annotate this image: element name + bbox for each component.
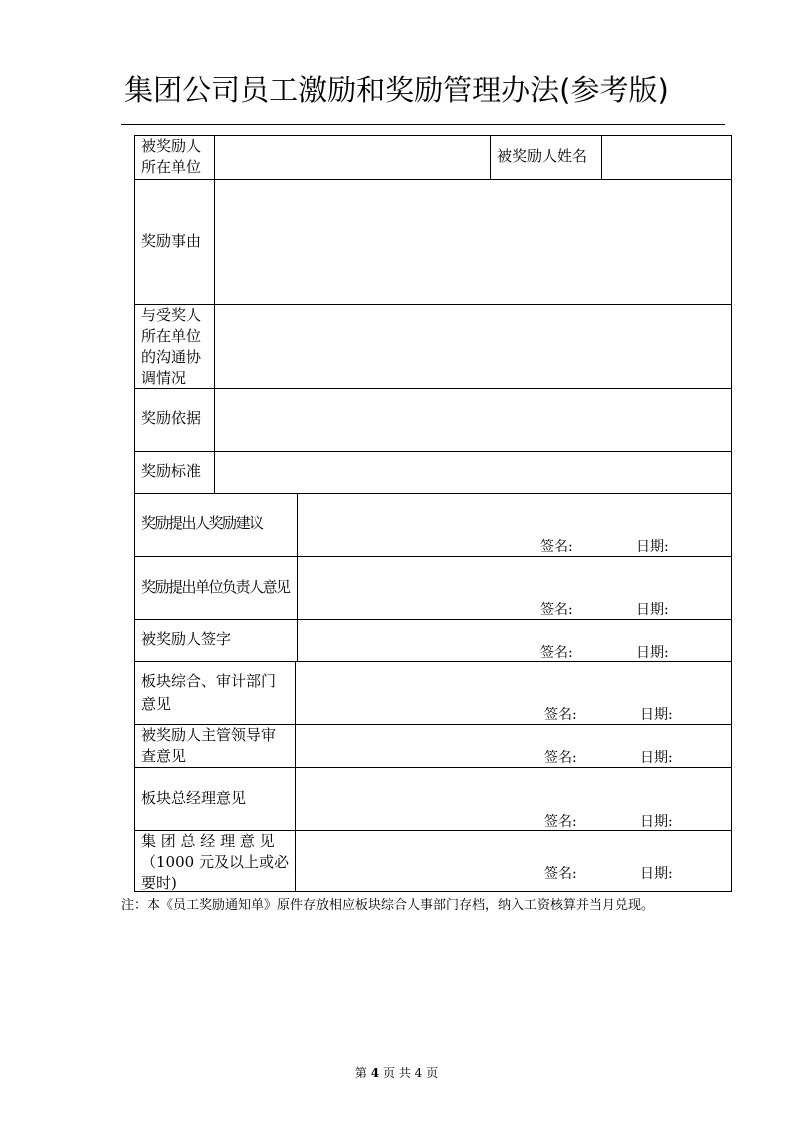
label-recipient-unit: 被奖励人 所在单位 (141, 137, 202, 176)
label-recipient-name: 被奖励人姓名 (497, 147, 588, 165)
label-basis: 奖励依据 (141, 409, 202, 427)
label-group-gm-opinion: 集 团 总 经 理 意 见 （1000 元及以上或必 要时) (141, 832, 289, 892)
row-proposer-suggestion (135, 493, 731, 556)
label-reason: 奖励事由 (141, 232, 202, 250)
recipient-unit-field[interactable] (215, 136, 490, 178)
header-rule (121, 124, 725, 125)
sign-label: 签名: (540, 602, 573, 618)
label-coordination: 与受奖人 所在单位 的沟通协 调情况 (141, 306, 202, 387)
coordination-field[interactable] (215, 305, 731, 388)
row-group-gm-opinion (135, 830, 731, 892)
row-audit-opinion (135, 661, 731, 724)
row-supervisor-opinion (135, 724, 731, 767)
sign-label: 签名: (544, 750, 577, 766)
recipient-name-field[interactable] (602, 136, 731, 178)
document-title: 集团公司员工激励和奖励管理办法(参考版) (124, 73, 669, 107)
sign-label: 签名: (544, 707, 577, 723)
date-label: 日期: (640, 814, 673, 830)
date-label: 日期: (640, 866, 673, 882)
label-division-gm-opinion: 板块总经理意见 (141, 789, 247, 807)
current-page: 4 (370, 1066, 380, 1080)
reward-form-table (134, 135, 732, 892)
reason-field[interactable] (215, 180, 731, 304)
date-label: 日期: (640, 707, 673, 723)
date-label: 日期: (636, 645, 669, 661)
standard-field[interactable] (215, 452, 731, 493)
date-label: 日期: (636, 539, 669, 555)
label-standard: 奖励标准 (141, 462, 202, 480)
basis-field[interactable] (215, 389, 731, 451)
label-recipient-signature: 被奖励人签字 (141, 630, 232, 648)
page-footer: 第 4 页 共 4 页 (354, 1066, 439, 1080)
label-supervisor-opinion: 被奖励人主管领导审 查意见 (141, 726, 277, 765)
label-proposer-suggestion: 奖励提出人奖励建议 (141, 514, 263, 532)
label-audit-opinion: 板块综合、审计部门 意见 (141, 672, 277, 713)
row-division-gm-opinion (135, 767, 731, 830)
total-pages: 4 (414, 1066, 423, 1080)
row-proposer-unit-opinion (135, 556, 731, 619)
sign-label: 签名: (544, 814, 577, 830)
sign-label: 签名: (540, 645, 573, 661)
label-proposer-unit-opinion: 奖励提出单位负责人意见 (141, 578, 290, 596)
row-standard (135, 451, 731, 493)
date-label: 日期: (636, 602, 669, 618)
date-label: 日期: (640, 750, 673, 766)
row-coordination (135, 304, 731, 388)
row-recipient-unit (135, 136, 731, 179)
footnote: 注：本《员工奖励通知单》原件存放相应板块综合人事部门存档，纳入工资核算并当月兑现。 (121, 898, 655, 913)
row-recipient-signature (135, 619, 731, 661)
row-basis (135, 388, 731, 451)
row-reason (135, 179, 731, 304)
sign-label: 签名: (540, 539, 573, 555)
sign-label: 签名: (544, 866, 577, 882)
